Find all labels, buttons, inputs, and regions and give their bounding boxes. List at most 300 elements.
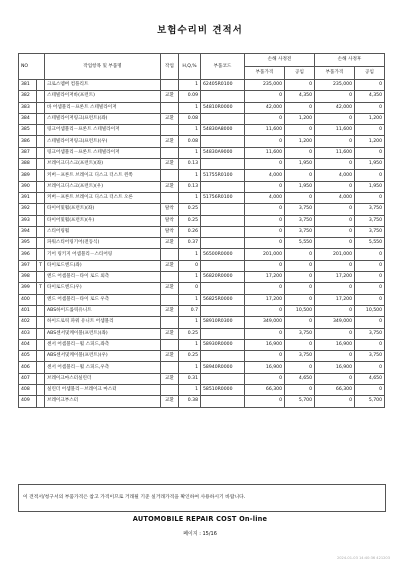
row-before-part-price: 0 (245, 159, 285, 170)
table-row (19, 238, 385, 249)
table-row (19, 249, 385, 260)
row-after-labor: 5,700 (355, 396, 385, 407)
row-work-type (161, 192, 179, 203)
row-no: 392 (19, 204, 37, 215)
row-hq: 0.08 (179, 136, 201, 147)
row-marker (37, 80, 45, 91)
row-after-labor: 1,200 (355, 113, 385, 124)
row-hq: 1 (179, 102, 201, 113)
row-after-part-price: 0 (315, 351, 355, 362)
row-no: 402 (19, 317, 37, 328)
row-work-type: 탈착 (161, 226, 179, 237)
row-hq: 1 (179, 317, 201, 328)
row-part-code (201, 204, 245, 215)
row-before-labor: 0 (285, 125, 315, 136)
row-after-part-price: 349,000 (315, 317, 355, 328)
row-before-labor: 0 (285, 362, 315, 373)
row-no: 388 (19, 159, 37, 170)
row-hq: 0.13 (179, 159, 201, 170)
estimate-table (18, 53, 385, 408)
row-item-name: 스테빌라이저링크(프런트)(좌) (45, 113, 161, 124)
table-row (19, 396, 385, 407)
table-row (19, 125, 385, 136)
row-marker (37, 317, 45, 328)
row-before-labor: 0 (285, 339, 315, 350)
row-no: 401 (19, 305, 37, 316)
row-no: 391 (19, 192, 37, 203)
row-before-labor: 3,750 (285, 215, 315, 226)
row-before-labor: 3,750 (285, 351, 315, 362)
row-before-labor: 0 (285, 192, 315, 203)
row-marker (37, 215, 45, 226)
row-before-part-price: 0 (245, 396, 285, 407)
row-item-name: 타이로드엔드(우) (45, 283, 161, 294)
header-before: 손해 사정전 (245, 54, 315, 67)
header-row-1 (19, 54, 385, 67)
row-no: 385 (19, 125, 37, 136)
row-after-part-price: 0 (315, 373, 355, 384)
row-before-part-price: 11,600 (245, 125, 285, 136)
row-part-code: 58940R0000 (201, 362, 245, 373)
row-item-name: 기어 링키지 어셈블리－스티어링 (45, 249, 161, 260)
row-after-part-price: 201,000 (315, 249, 355, 260)
row-no: 403 (19, 328, 37, 339)
row-after-part-price: 0 (315, 283, 355, 294)
header-no: NO (19, 54, 45, 80)
row-before-part-price: 0 (245, 113, 285, 124)
row-work-type (161, 125, 179, 136)
row-before-labor: 4,650 (285, 373, 315, 384)
row-before-part-price: 4,000 (245, 192, 285, 203)
row-before-part-price: 42,000 (245, 102, 285, 113)
row-after-part-price: 17,200 (315, 272, 355, 283)
row-no: 394 (19, 226, 37, 237)
row-before-part-price: 4,000 (245, 170, 285, 181)
table-row (19, 283, 385, 294)
header-after-part-price: 부품가격 (315, 67, 355, 80)
row-part-code (201, 226, 245, 237)
row-part-code (201, 181, 245, 192)
row-item-name: 커버－프론트 브레이크 디스크 더스트 오른 (45, 192, 161, 203)
row-before-part-price: 16,900 (245, 339, 285, 350)
estimate-sheet (18, 53, 384, 408)
page-number: 페이지 : 15/16 (183, 531, 217, 537)
row-part-code (201, 238, 245, 249)
footer-brand: AUTOMOBILE REPAIR COST On-line (132, 515, 268, 523)
row-work-type: 탈착 (161, 204, 179, 215)
row-before-labor: 0 (285, 385, 315, 396)
row-no: 400 (19, 294, 37, 305)
row-no: 399 (19, 283, 37, 294)
row-before-part-price: 235,000 (245, 80, 285, 91)
row-marker: T (37, 283, 45, 294)
row-before-part-price: 0 (245, 283, 285, 294)
row-after-labor: 0 (355, 339, 385, 350)
row-item-name: 브레이크디스크(프런트)(우) (45, 181, 161, 192)
row-after-labor: 0 (355, 80, 385, 91)
row-after-labor: 0 (355, 260, 385, 271)
row-before-labor: 1,950 (285, 159, 315, 170)
row-before-part-price: 0 (245, 328, 285, 339)
row-after-labor: 4,650 (355, 373, 385, 384)
row-work-type (161, 317, 179, 328)
row-marker (37, 136, 45, 147)
header-item: 작업항목 및 부품명 (45, 54, 161, 80)
row-no: 393 (19, 215, 37, 226)
row-before-labor: 0 (285, 80, 315, 91)
row-work-type (161, 272, 179, 283)
row-after-part-price: 66,300 (315, 385, 355, 396)
row-part-code: 56500R0000 (201, 249, 245, 260)
row-item-name: ABS하이드롤릭유니트 (45, 305, 161, 316)
row-after-part-price: 16,900 (315, 339, 355, 350)
row-part-code: 58930R0000 (201, 339, 245, 350)
row-marker (37, 362, 45, 373)
row-after-labor: 0 (355, 272, 385, 283)
row-marker (37, 294, 45, 305)
row-work-type (161, 249, 179, 260)
row-part-code (201, 113, 245, 124)
row-part-code (201, 305, 245, 316)
row-no: 397 (19, 260, 37, 271)
row-hq: 0.09 (179, 91, 201, 102)
row-before-part-price: 0 (245, 204, 285, 215)
row-after-labor: 0 (355, 362, 385, 373)
row-item-name: 바 어셈블리－프론트 스테빌라이저 (45, 102, 161, 113)
row-marker (37, 192, 45, 203)
row-before-labor: 0 (285, 147, 315, 158)
row-after-labor: 1,950 (355, 181, 385, 192)
row-after-part-price: 0 (315, 305, 355, 316)
row-hq: 1 (179, 272, 201, 283)
row-marker (37, 385, 45, 396)
row-after-labor: 0 (355, 283, 385, 294)
row-hq: 1 (179, 294, 201, 305)
table-row (19, 226, 385, 237)
row-before-labor: 3,750 (285, 226, 315, 237)
row-work-type: 교환 (161, 283, 179, 294)
row-part-code (201, 351, 245, 362)
table-row (19, 294, 385, 305)
row-before-part-price: 17,200 (245, 272, 285, 283)
row-hq: 0.08 (179, 113, 201, 124)
row-after-labor: 3,750 (355, 204, 385, 215)
row-before-labor: 0 (285, 102, 315, 113)
header-before-part-price: 부품가격 (245, 67, 285, 80)
table-row (19, 170, 385, 181)
row-part-code: 54810R0000 (201, 102, 245, 113)
table-row (19, 113, 385, 124)
row-marker (37, 238, 45, 249)
row-no: 404 (19, 339, 37, 350)
row-marker (37, 272, 45, 283)
row-work-type: 교환 (161, 113, 179, 124)
row-after-labor: 3,750 (355, 351, 385, 362)
row-part-code (201, 328, 245, 339)
row-before-labor: 3,750 (285, 204, 315, 215)
row-before-part-price: 0 (245, 136, 285, 147)
row-work-type: 교환 (161, 396, 179, 407)
row-item-name: 실린더 어셈블리－브레이크 마스터 (45, 385, 161, 396)
row-part-code: 58910R0300 (201, 317, 245, 328)
header-hq: H,Q,% (179, 54, 201, 80)
row-hq: 1 (179, 125, 201, 136)
table-row (19, 91, 385, 102)
row-part-code: 54830A9000 (201, 147, 245, 158)
row-marker (37, 147, 45, 158)
row-after-part-price: 0 (315, 396, 355, 407)
table-row (19, 147, 385, 158)
row-hq: 1 (179, 385, 201, 396)
row-before-labor: 5,700 (285, 396, 315, 407)
row-before-part-price: 0 (245, 351, 285, 362)
row-after-part-price: 0 (315, 181, 355, 192)
row-part-code (201, 396, 245, 407)
table-row (19, 181, 385, 192)
row-item-name: 센서 어셈블리－휠 스피드,좌측 (45, 339, 161, 350)
table-row (19, 159, 385, 170)
table-row (19, 260, 385, 271)
row-item-name: ABS센서및케이블(프런트)(좌) (45, 328, 161, 339)
row-work-type (161, 102, 179, 113)
row-part-code: 56825R0000 (201, 294, 245, 305)
row-marker (37, 351, 45, 362)
row-marker (37, 113, 45, 124)
row-after-labor: 4,350 (355, 91, 385, 102)
row-no: 384 (19, 113, 37, 124)
row-hq: 1 (179, 362, 201, 373)
header-after-labor: 공임 (355, 67, 385, 80)
row-after-labor: 1,950 (355, 159, 385, 170)
row-hq: 0.25 (179, 215, 201, 226)
row-hq: 0.7 (179, 305, 201, 316)
row-part-code (201, 373, 245, 384)
row-item-name: 커버－프론트 브레이크 디스크 더스트 왼쪽 (45, 170, 161, 181)
row-item-name: 브레이크마스터실린더 (45, 373, 161, 384)
row-part-code (201, 215, 245, 226)
row-item-name: 타이어및휠(프런트)(우) (45, 215, 161, 226)
row-item-name: 타이어및휠(프런트)(좌) (45, 204, 161, 215)
row-after-labor: 0 (355, 317, 385, 328)
table-row (19, 80, 385, 91)
row-after-part-price: 0 (315, 113, 355, 124)
row-no: 406 (19, 362, 37, 373)
row-after-part-price: 0 (315, 328, 355, 339)
row-before-part-price: 349,000 (245, 317, 285, 328)
row-hq: 0 (179, 283, 201, 294)
row-item-name: 엔드 어셈블리－타이 로드 외측 (45, 272, 161, 283)
row-hq: 0.31 (179, 373, 201, 384)
table-row (19, 136, 385, 147)
row-item-name: 스티어링휠 (45, 226, 161, 237)
estimate-rows (19, 80, 385, 408)
row-marker (37, 305, 45, 316)
row-item-name: 브레이크디스크(프런트)(좌) (45, 159, 161, 170)
table-row (19, 339, 385, 350)
table-row (19, 385, 385, 396)
row-after-labor: 3,750 (355, 215, 385, 226)
row-no: 390 (19, 181, 37, 192)
row-hq: 0.26 (179, 226, 201, 237)
row-before-part-price: 11,600 (245, 147, 285, 158)
row-after-labor: 0 (355, 385, 385, 396)
row-item-name: 링크어셈블리－프론트 스테빌라이저 (45, 125, 161, 136)
row-after-labor: 0 (355, 125, 385, 136)
row-after-part-price: 17,200 (315, 294, 355, 305)
row-item-name: 엔드 어셈블리－타이 로드 우측 (45, 294, 161, 305)
table-row (19, 192, 385, 203)
row-after-labor: 5,550 (355, 238, 385, 249)
row-part-code: 62405R0100 (201, 80, 245, 91)
row-before-labor: 0 (285, 170, 315, 181)
row-part-code: 51756R0100 (201, 192, 245, 203)
row-work-type (161, 147, 179, 158)
row-after-part-price: 0 (315, 260, 355, 271)
row-before-labor: 0 (285, 260, 315, 271)
row-before-labor: 0 (285, 272, 315, 283)
table-row (19, 317, 385, 328)
table-row (19, 351, 385, 362)
row-after-labor: 0 (355, 192, 385, 203)
row-marker (37, 159, 45, 170)
row-marker (37, 170, 45, 181)
row-work-type: 교환 (161, 181, 179, 192)
row-part-code (201, 136, 245, 147)
row-hq: 0.13 (179, 181, 201, 192)
row-item-name: 스테빌라이저바(프런트) (45, 91, 161, 102)
row-after-labor: 10,500 (355, 305, 385, 316)
table-row (19, 204, 385, 215)
row-item-name: 스테빌라이저링크(프런트)(우) (45, 136, 161, 147)
row-before-part-price: 17,200 (245, 294, 285, 305)
row-after-labor: 0 (355, 249, 385, 260)
price-notice: 이 견적서/청구서의 부품가격은 참고 가격이므로 거래될 기준 실거래가격을 확인하여 사용하시기 바랍니다. (18, 484, 386, 512)
row-work-type: 교환 (161, 351, 179, 362)
row-after-labor: 3,750 (355, 226, 385, 237)
header-before-labor: 공임 (285, 67, 315, 80)
row-before-part-price: 16,900 (245, 362, 285, 373)
table-row (19, 215, 385, 226)
row-hq: 1 (179, 192, 201, 203)
row-part-code: 58510R0000 (201, 385, 245, 396)
row-hq: 1 (179, 147, 201, 158)
row-after-part-price: 16,900 (315, 362, 355, 373)
row-hq: 0.38 (179, 396, 201, 407)
row-before-labor: 3,750 (285, 328, 315, 339)
row-after-labor: 0 (355, 147, 385, 158)
row-after-labor: 0 (355, 170, 385, 181)
row-before-labor: 0 (285, 283, 315, 294)
row-after-part-price: 0 (315, 91, 355, 102)
row-item-name: 크로스멤버 컴플리트 (45, 80, 161, 91)
row-hq: 1 (179, 249, 201, 260)
row-part-code: 51755R0100 (201, 170, 245, 181)
row-marker: T (37, 260, 45, 271)
row-after-part-price: 4,000 (315, 192, 355, 203)
row-item-name: 센서 어셈블리－휠 스피드,우측 (45, 362, 161, 373)
row-before-part-price: 0 (245, 181, 285, 192)
row-work-type (161, 170, 179, 181)
row-work-type (161, 339, 179, 350)
row-after-part-price: 11,600 (315, 125, 355, 136)
row-work-type: 교환 (161, 91, 179, 102)
table-row (19, 373, 385, 384)
row-work-type: 교환 (161, 238, 179, 249)
row-after-part-price: 0 (315, 238, 355, 249)
row-before-labor: 0 (285, 317, 315, 328)
row-before-labor: 4,350 (285, 91, 315, 102)
row-after-labor: 3,750 (355, 328, 385, 339)
row-marker (37, 373, 45, 384)
row-part-code (201, 283, 245, 294)
row-no: 387 (19, 147, 37, 158)
row-part-code: 56820R0000 (201, 272, 245, 283)
row-after-part-price: 0 (315, 215, 355, 226)
row-no: 407 (19, 373, 37, 384)
row-item-name: 하이드로릭 파워 유니트 어셈블리 (45, 317, 161, 328)
row-part-code (201, 260, 245, 271)
row-no: 382 (19, 91, 37, 102)
row-hq: 0.37 (179, 238, 201, 249)
row-before-part-price: 0 (245, 238, 285, 249)
row-after-part-price: 11,600 (315, 147, 355, 158)
row-work-type (161, 362, 179, 373)
row-work-type: 교환 (161, 305, 179, 316)
row-hq: 1 (179, 170, 201, 181)
table-row (19, 328, 385, 339)
row-no: 386 (19, 136, 37, 147)
row-no: 409 (19, 396, 37, 407)
row-after-part-price: 0 (315, 226, 355, 237)
row-no: 398 (19, 272, 37, 283)
row-part-code (201, 159, 245, 170)
row-item-name: ABS센서및케이블(프런트)(우) (45, 351, 161, 362)
row-after-labor: 0 (355, 102, 385, 113)
row-no: 395 (19, 238, 37, 249)
row-no: 396 (19, 249, 37, 260)
document-title: 보험수리비 견적서 (157, 25, 243, 36)
row-item-name: 파워스티어링기어(전동식) (45, 238, 161, 249)
header-code: 부품코드 (201, 54, 245, 80)
row-before-part-price: 201,000 (245, 249, 285, 260)
row-marker (37, 204, 45, 215)
row-work-type (161, 294, 179, 305)
row-marker (37, 226, 45, 237)
row-no: 383 (19, 102, 37, 113)
row-before-part-price: 0 (245, 305, 285, 316)
row-after-part-price: 0 (315, 136, 355, 147)
row-marker (37, 181, 45, 192)
row-hq: 1 (179, 80, 201, 91)
row-marker (37, 249, 45, 260)
row-hq: 1 (179, 339, 201, 350)
row-before-part-price: 0 (245, 215, 285, 226)
row-before-part-price: 0 (245, 91, 285, 102)
row-before-part-price: 0 (245, 373, 285, 384)
row-no: 408 (19, 385, 37, 396)
row-after-labor: 0 (355, 294, 385, 305)
row-work-type (161, 385, 179, 396)
row-item-name: 브레이크부스터 (45, 396, 161, 407)
row-work-type: 교환 (161, 159, 179, 170)
row-part-code (201, 91, 245, 102)
row-before-labor: 0 (285, 249, 315, 260)
row-hq: 0 (179, 260, 201, 271)
row-after-part-price: 235,000 (315, 80, 355, 91)
row-no: 389 (19, 170, 37, 181)
row-marker (37, 91, 45, 102)
row-before-part-price: 66,300 (245, 385, 285, 396)
